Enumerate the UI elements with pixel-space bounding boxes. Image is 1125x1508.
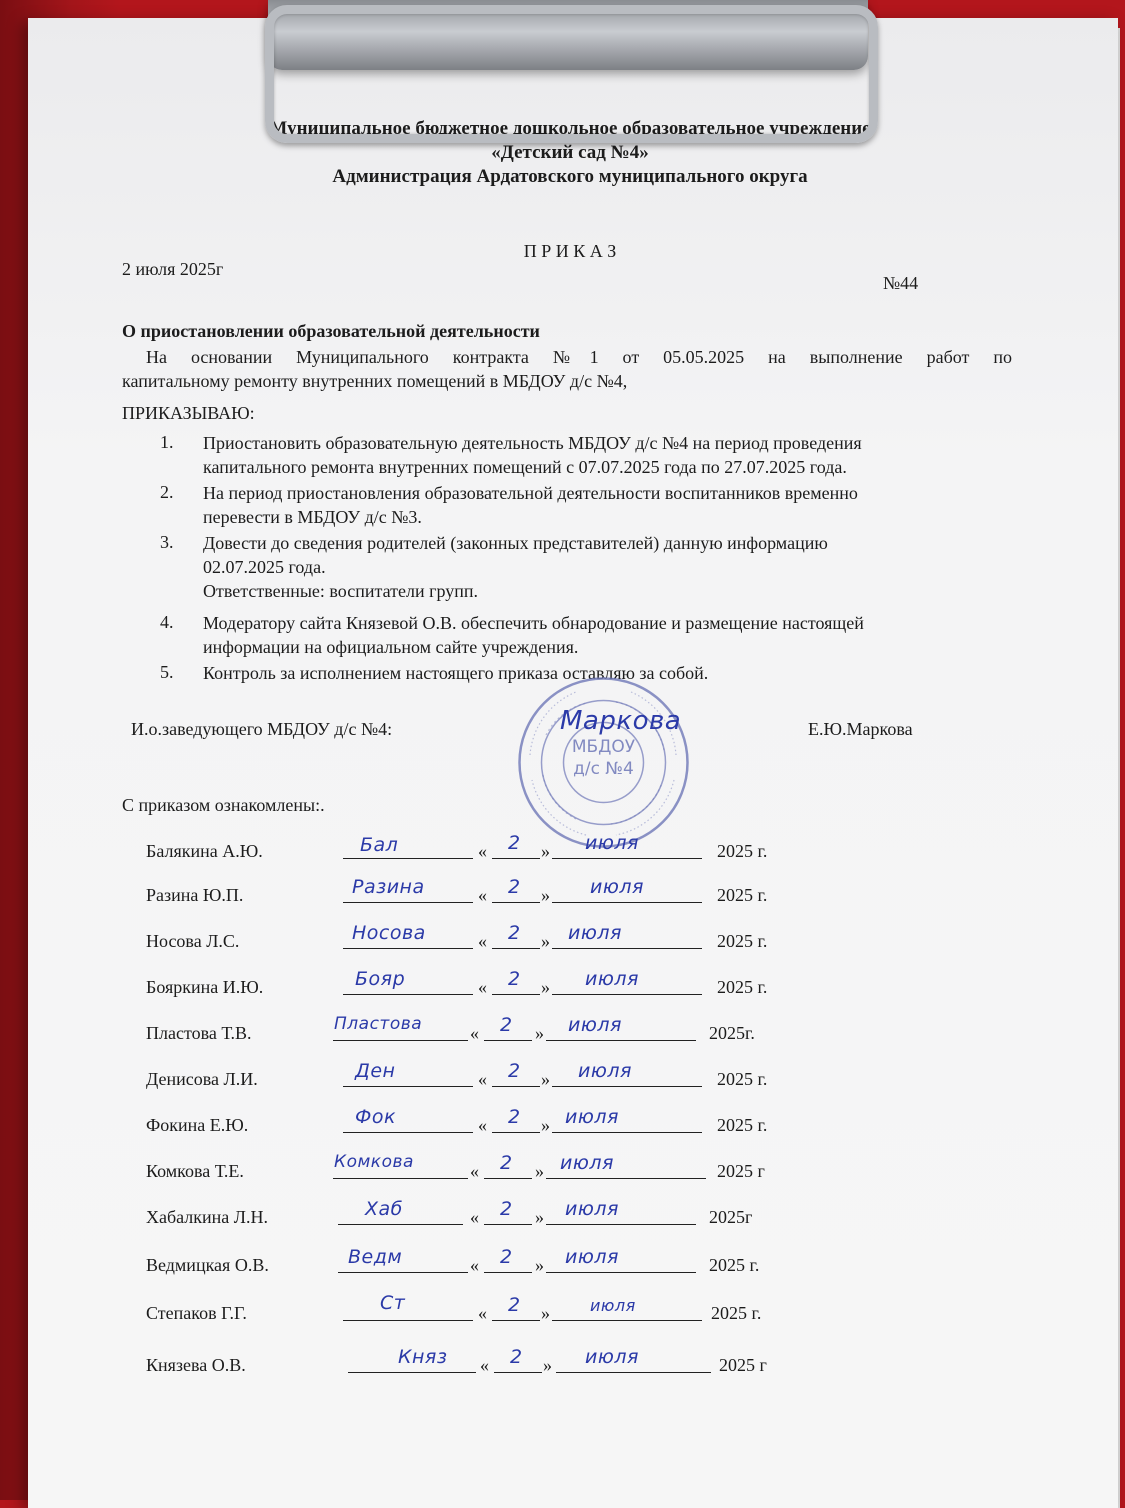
day-line [492, 902, 540, 903]
ack-year: 2025 г. [717, 1115, 768, 1135]
item-number: 5. [160, 662, 174, 682]
month-line [552, 902, 702, 903]
ack-year: 2025г. [709, 1023, 755, 1043]
ack-day: 2 [508, 1294, 521, 1316]
ack-day: 2 [500, 1198, 513, 1220]
signature-line [338, 1224, 463, 1225]
ack-name: Разина Ю.П. [146, 885, 244, 905]
signatory-position: И.о.заведующего МБДОУ д/с №4: [131, 719, 393, 739]
org-name-line1: Муниципальное бюджетное дошкольное образовательное учреждение [269, 118, 871, 139]
ack-month: июля [568, 1014, 622, 1036]
ack-month: июля [590, 1296, 636, 1315]
official-stamp [516, 675, 691, 850]
quote-open: « [478, 1115, 487, 1135]
month-line [552, 1086, 702, 1087]
ack-name: Бояркина И.Ю. [146, 977, 264, 997]
quote-open: « [478, 885, 487, 905]
signature-line [343, 1320, 473, 1321]
director-signature: Маркова [560, 706, 682, 736]
quote-close: » [541, 977, 550, 997]
ack-year: 2025 г. [717, 841, 768, 861]
quote-open: « [470, 1023, 479, 1043]
ack-day: 2 [508, 832, 521, 854]
signature-line [333, 1040, 468, 1041]
ack-signature: Ведм [348, 1246, 403, 1268]
ack-year: 2025 г. [711, 1303, 762, 1323]
signatory-name: Е.Ю.Маркова [808, 719, 913, 739]
quote-close: » [541, 1115, 550, 1135]
quote-close: » [541, 841, 550, 861]
ack-signature: Бояр [355, 968, 406, 990]
ack-day: 2 [508, 968, 521, 990]
ack-year: 2025г [709, 1207, 753, 1227]
order-subject: О приостановлении образовательной деятельности [122, 321, 540, 341]
quote-open: « [478, 1069, 487, 1089]
ack-signature: Носова [352, 922, 426, 944]
month-line [552, 1320, 702, 1321]
quote-open: « [480, 1355, 489, 1375]
quote-close: » [541, 1303, 550, 1323]
item-text: перевести в МБДОУ д/с №3. [203, 507, 422, 527]
item-text: Приостановить образовательную деятельность МБДОУ д/с №4 на период проведения [203, 433, 862, 453]
month-line [552, 858, 702, 859]
ack-signature: Пластова [334, 1014, 423, 1034]
quote-close: » [535, 1255, 544, 1275]
ack-name: Князева О.В. [146, 1355, 246, 1375]
day-line [484, 1040, 532, 1041]
acknowledgment-heading: С приказом ознакомлены:. [122, 795, 325, 815]
item-text: Модератору сайта Князевой О.В. обеспечить обнародование и размещение настоящей [203, 613, 864, 633]
ack-month: июля [565, 1246, 619, 1268]
ack-month: июля [565, 1106, 619, 1128]
item-text: капитального ремонта внутренних помещений с 07.07.2025 года по 27.07.2025 года. [203, 457, 847, 477]
signature-line [348, 1372, 476, 1373]
signature-line [343, 902, 473, 903]
ack-signature: Разина [352, 876, 425, 898]
stamp-center-line1: МБДОУ [571, 737, 636, 757]
ack-year: 2025 г [719, 1355, 767, 1375]
order-basis-line2: капитальному ремонту внутренних помещений в МБДОУ д/с №4, [122, 371, 628, 391]
clipboard-clip-wire [265, 5, 878, 143]
ack-year: 2025 г [717, 1161, 765, 1181]
quote-open: « [478, 931, 487, 951]
ack-month: июля [560, 1152, 614, 1174]
quote-open: « [470, 1255, 479, 1275]
item-text: Довести до сведения родителей (законных представителей) данную информацию [203, 533, 828, 553]
stamp-center-line2: д/с №4 [573, 759, 634, 779]
ack-month: июля [578, 1060, 632, 1082]
quote-close: » [535, 1023, 544, 1043]
ack-name: Пластова Т.В. [146, 1023, 252, 1043]
ack-day: 2 [500, 1014, 513, 1036]
item-text: 02.07.2025 года. [203, 557, 326, 577]
quote-open: « [470, 1161, 479, 1181]
day-line [484, 1272, 532, 1273]
item-text: Контроль за исполнением настоящего приказа оставляю за собой. [203, 663, 709, 683]
quote-open: « [478, 1303, 487, 1323]
ack-signature: Княз [398, 1346, 448, 1368]
ack-signature: Хаб [365, 1198, 403, 1220]
ack-day: 2 [508, 1060, 521, 1082]
day-line [484, 1224, 532, 1225]
ack-name: Носова Л.С. [146, 931, 240, 951]
org-name-line2: «Детский сад №4» [491, 142, 649, 163]
ack-name: Фокина Е.Ю. [146, 1115, 249, 1135]
ack-signature: Ст [380, 1292, 406, 1314]
month-line [546, 1178, 706, 1179]
ack-name: Хабалкина Л.Н. [146, 1207, 268, 1227]
month-line [552, 1132, 702, 1133]
ack-name: Ведмицкая О.В. [146, 1255, 269, 1275]
month-line [546, 1272, 696, 1273]
quote-close: » [541, 931, 550, 951]
signature-line [343, 948, 473, 949]
quote-close: » [541, 885, 550, 905]
ack-day: 2 [510, 1346, 523, 1368]
signature-line [343, 1086, 473, 1087]
day-line [494, 1372, 542, 1373]
quote-open: « [478, 841, 487, 861]
ack-year: 2025 г. [717, 885, 768, 905]
ack-day: 2 [508, 922, 521, 944]
item-number: 1. [160, 432, 174, 452]
ack-day: 2 [508, 876, 521, 898]
day-line [492, 1132, 540, 1133]
day-line [492, 994, 540, 995]
ack-year: 2025 г. [717, 931, 768, 951]
ack-name: Денисова Л.И. [146, 1069, 258, 1089]
month-line [552, 948, 702, 949]
quote-open: « [470, 1207, 479, 1227]
ack-month: июля [585, 1346, 639, 1368]
order-title: П Р И К А З [523, 241, 617, 261]
month-line [556, 1372, 711, 1373]
signature-line [338, 1272, 468, 1273]
day-line [492, 948, 540, 949]
item-number: 4. [160, 612, 174, 632]
day-line [484, 1178, 532, 1179]
ack-day: 2 [508, 1106, 521, 1128]
month-line [546, 1224, 696, 1225]
month-line [546, 1040, 696, 1041]
ack-signature: Фок [355, 1106, 396, 1128]
item-text: информации на официальном сайте учреждения. [203, 637, 579, 657]
org-name-line3: Администрация Ардатовского муниципального округа [332, 166, 808, 187]
ack-month: июля [565, 1198, 619, 1220]
ack-signature: Бал [360, 834, 399, 856]
day-line [492, 1320, 540, 1321]
ack-year: 2025 г. [709, 1255, 760, 1275]
item-number: 3. [160, 532, 174, 552]
ack-name: Балякина А.Ю. [146, 841, 263, 861]
ack-day: 2 [500, 1152, 513, 1174]
ack-month: июля [585, 832, 639, 854]
ack-name: Степаков Г.Г. [146, 1303, 247, 1323]
signature-line [343, 1132, 473, 1133]
day-line [492, 858, 540, 859]
ack-month: июля [585, 968, 639, 990]
quote-close: » [541, 1069, 550, 1089]
ack-day: 2 [500, 1246, 513, 1268]
order-number: №44 [883, 273, 919, 293]
ack-name: Комкова Т.Е. [146, 1161, 244, 1181]
ack-year: 2025 г. [717, 977, 768, 997]
quote-close: » [535, 1207, 544, 1227]
ack-month: июля [568, 922, 622, 944]
signature-line [333, 1178, 468, 1179]
ack-signature: Ден [355, 1060, 396, 1082]
order-basis-line1: На основании Муниципального контракта №1 от 05.05.2025 на выполнение работ по [146, 347, 1012, 367]
quote-close: » [543, 1355, 552, 1375]
item-number: 2. [160, 482, 174, 502]
ack-signature: Комкова [334, 1152, 414, 1172]
quote-open: « [478, 977, 487, 997]
item-text: На период приостановления образовательной деятельности воспитанников временно [203, 483, 858, 503]
quote-close: » [535, 1161, 544, 1181]
signature-line [343, 994, 473, 995]
item-text: Ответственные: воспитатели групп. [203, 581, 478, 601]
signature-line [343, 858, 473, 859]
month-line [552, 994, 702, 995]
order-word: ПРИКАЗЫВАЮ: [122, 403, 255, 423]
ack-year: 2025 г. [717, 1069, 768, 1089]
day-line [492, 1086, 540, 1087]
ack-month: июля [590, 876, 644, 898]
order-date: 2 июля 2025г [122, 259, 224, 279]
